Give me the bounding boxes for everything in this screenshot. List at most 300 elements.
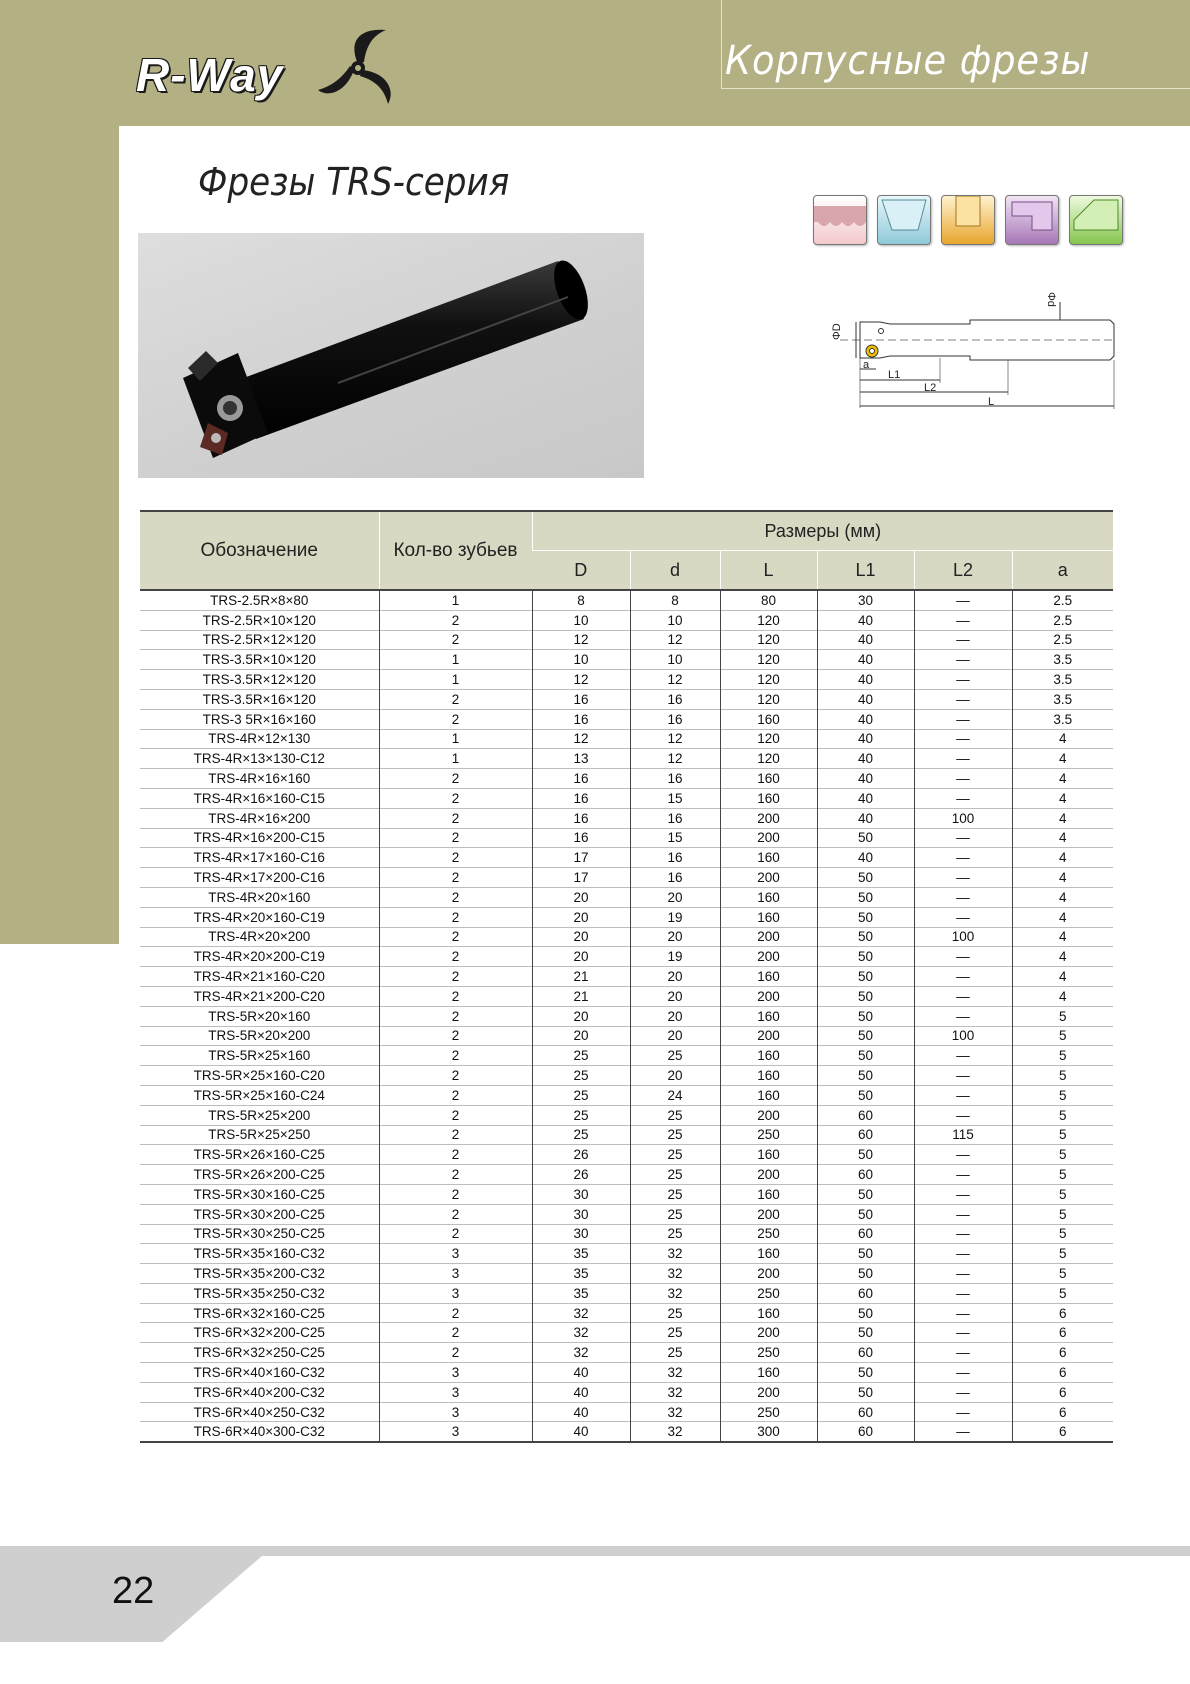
cell-designation: TRS-6R×32×200-C25 — [193, 1325, 325, 1341]
product-photo — [138, 233, 644, 478]
cell-L1: 40 — [817, 650, 914, 670]
cell-L1: 50 — [817, 1204, 914, 1224]
cell-d: 10 — [630, 650, 720, 670]
cell-teeth: 3 — [379, 1244, 532, 1264]
tool-dimension-diagram — [820, 288, 1120, 438]
cell-L2: — — [914, 1066, 1012, 1086]
cell-D: 21 — [532, 967, 630, 987]
table-row — [140, 1343, 1113, 1363]
cell-L1: 50 — [817, 907, 914, 927]
cell-L: 120 — [720, 729, 817, 749]
cell-designation: TRS-5R×20×160 — [208, 1008, 311, 1024]
cell-a: 6 — [1012, 1303, 1113, 1323]
cell-d: 16 — [630, 769, 720, 789]
cell-teeth: 2 — [379, 689, 532, 709]
cell-L2: — — [914, 1283, 1012, 1303]
cell-designation: TRS-5R×30×200-C25 — [193, 1206, 325, 1222]
cell-teeth: 3 — [379, 1264, 532, 1284]
cell-L2: — — [914, 670, 1012, 690]
table-row — [140, 828, 1113, 848]
cell-designation: TRS-4R×16×200-C15 — [193, 830, 325, 846]
cell-designation: TRS-5R×30×250-C25 — [193, 1226, 325, 1242]
specs-table — [140, 510, 1113, 1443]
cell-a: 4 — [1012, 887, 1113, 907]
cell-designation: TRS-4R×21×200-C20 — [193, 988, 325, 1004]
shank-diameter-label: Φd — [1045, 292, 1057, 307]
cell-designation: TRS-5R×26×200-C25 — [193, 1167, 325, 1182]
cell-d: 32 — [630, 1244, 720, 1264]
cell-L: 120 — [720, 670, 817, 690]
cell-D: 12 — [532, 630, 630, 650]
table-row — [140, 1363, 1113, 1383]
cell-D: 16 — [532, 689, 630, 709]
cell-L2: — — [914, 1402, 1012, 1422]
cell-d: 10 — [630, 610, 720, 630]
cell-L1: 60 — [817, 1105, 914, 1125]
cell-d: 25 — [630, 1145, 720, 1165]
specs-table-body — [140, 590, 1113, 1442]
cell-a: 4 — [1012, 729, 1113, 749]
cell-d: 16 — [630, 848, 720, 868]
cell-L2: — — [914, 1343, 1012, 1363]
table-row — [140, 1006, 1113, 1026]
cell-D: 25 — [532, 1105, 630, 1125]
section-title: Корпусные фрезы — [725, 38, 1091, 84]
cell-L: 120 — [720, 749, 817, 769]
logo-mark-icon — [316, 26, 400, 106]
operation-icons — [813, 195, 1123, 245]
cell-d: 32 — [630, 1283, 720, 1303]
cell-a: 5 — [1012, 1283, 1113, 1303]
table-row — [140, 650, 1113, 670]
a-label: a — [863, 359, 870, 371]
cell-designation: TRS-5R×26×160-C25 — [193, 1147, 325, 1163]
cell-d: 20 — [630, 1006, 720, 1026]
cell-teeth: 1 — [379, 650, 532, 670]
cell-L2: — — [914, 1006, 1012, 1026]
cell-L2: — — [914, 630, 1012, 650]
cell-L2: — — [914, 967, 1012, 987]
cell-a: 6 — [1012, 1323, 1113, 1343]
cell-a: 4 — [1012, 907, 1113, 927]
cell-D: 17 — [532, 848, 630, 868]
cell-a: 3.5 — [1012, 689, 1113, 709]
table-row — [140, 1165, 1113, 1185]
table-row — [140, 1204, 1113, 1224]
cell-a: 4 — [1012, 848, 1113, 868]
cell-a: 5 — [1012, 1026, 1113, 1046]
cell-a: 6 — [1012, 1422, 1113, 1442]
cell-d: 15 — [630, 828, 720, 848]
cell-L1: 50 — [817, 947, 914, 967]
cell-a: 3.5 — [1012, 670, 1113, 690]
header-d: d — [630, 551, 720, 591]
cell-L1: 40 — [817, 848, 914, 868]
cell-designation: TRS-4R×12×130 — [208, 731, 311, 747]
cell-L1: 50 — [817, 887, 914, 907]
cell-D: 21 — [532, 986, 630, 1006]
cell-a: 5 — [1012, 1105, 1113, 1125]
cell-D: 8 — [532, 590, 630, 610]
cell-teeth: 2 — [379, 1184, 532, 1204]
cell-L: 160 — [720, 1244, 817, 1264]
header-name: Обозначение — [140, 511, 379, 590]
cell-L1: 50 — [817, 1066, 914, 1086]
cell-L1: 50 — [817, 1303, 914, 1323]
cell-L: 120 — [720, 630, 817, 650]
cell-L: 80 — [720, 590, 817, 610]
cell-teeth: 2 — [379, 1085, 532, 1105]
brand-logo: R-Way — [136, 49, 284, 101]
table-row — [140, 848, 1113, 868]
cell-teeth: 2 — [379, 610, 532, 630]
cell-L1: 60 — [817, 1165, 914, 1185]
cell-D: 35 — [532, 1283, 630, 1303]
table-row — [140, 1402, 1113, 1422]
table-row — [140, 967, 1113, 987]
cell-d: 12 — [630, 630, 720, 650]
cell-L2: — — [914, 1244, 1012, 1264]
cell-L1: 40 — [817, 670, 914, 690]
table-row — [140, 868, 1113, 888]
table-row — [140, 729, 1113, 749]
cell-teeth: 1 — [379, 670, 532, 690]
table-row — [140, 907, 1113, 927]
side-band — [0, 126, 119, 944]
cell-D: 16 — [532, 769, 630, 789]
cell-teeth: 2 — [379, 788, 532, 808]
cell-L: 200 — [720, 986, 817, 1006]
cell-designation: TRS-4R×20×200-C19 — [193, 949, 325, 965]
cell-L: 200 — [720, 927, 817, 947]
cell-designation: TRS-3.5R×12×120 — [202, 672, 316, 688]
cell-L2: — — [914, 590, 1012, 610]
cell-a: 2.5 — [1012, 590, 1113, 610]
cell-d: 32 — [630, 1363, 720, 1383]
cell-L: 120 — [720, 689, 817, 709]
cell-L1: 50 — [817, 1184, 914, 1204]
table-row — [140, 1303, 1113, 1323]
cell-L1: 40 — [817, 788, 914, 808]
cell-L2: 115 — [914, 1125, 1012, 1145]
cell-teeth: 2 — [379, 1145, 532, 1165]
cell-teeth: 2 — [379, 1046, 532, 1066]
cell-L2: — — [914, 1145, 1012, 1165]
cell-teeth: 3 — [379, 1283, 532, 1303]
cell-L1: 50 — [817, 967, 914, 987]
cell-L1: 50 — [817, 927, 914, 947]
cell-designation: TRS-4R×16×160-C15 — [193, 790, 325, 806]
cell-d: 8 — [630, 590, 720, 610]
header-teeth: Кол-во зубьев — [379, 511, 532, 590]
cell-L2: 100 — [914, 1026, 1012, 1046]
cell-D: 20 — [532, 1026, 630, 1046]
cell-a: 5 — [1012, 1244, 1113, 1264]
cell-designation: TRS-5R×25×160 — [208, 1048, 311, 1064]
cell-teeth: 2 — [379, 1026, 532, 1046]
table-row — [140, 610, 1113, 630]
cell-L1: 40 — [817, 610, 914, 630]
cell-L1: 30 — [817, 590, 914, 610]
cell-L2: 100 — [914, 927, 1012, 947]
cell-L1: 40 — [817, 689, 914, 709]
cell-d: 25 — [630, 1323, 720, 1343]
cell-teeth: 3 — [379, 1382, 532, 1402]
cell-a: 5 — [1012, 1184, 1113, 1204]
cell-teeth: 2 — [379, 927, 532, 947]
cell-L2: — — [914, 1224, 1012, 1244]
cell-designation: TRS-6R×32×160-C25 — [193, 1305, 325, 1321]
l1-label: L1 — [888, 369, 901, 381]
cell-designation: TRS-3 5R×16×160 — [202, 711, 316, 727]
cell-teeth: 2 — [379, 947, 532, 967]
header-a: a — [1012, 551, 1113, 591]
cell-D: 20 — [532, 907, 630, 927]
face-label — [1070, 234, 1122, 242]
table-row — [140, 1382, 1113, 1402]
cell-a: 2.5 — [1012, 630, 1113, 650]
table-row — [140, 1026, 1113, 1046]
cell-L1: 50 — [817, 1264, 914, 1284]
cell-d: 12 — [630, 749, 720, 769]
cell-a: 4 — [1012, 749, 1113, 769]
cell-teeth: 3 — [379, 1402, 532, 1422]
table-row — [140, 1066, 1113, 1086]
slotting-icon — [813, 195, 867, 245]
cell-L: 160 — [720, 1363, 817, 1383]
cell-a: 6 — [1012, 1343, 1113, 1363]
cell-d: 19 — [630, 947, 720, 967]
cell-d: 32 — [630, 1402, 720, 1422]
cell-teeth: 3 — [379, 1363, 532, 1383]
cell-d: 12 — [630, 670, 720, 690]
cell-L: 250 — [720, 1402, 817, 1422]
cell-L1: 50 — [817, 1046, 914, 1066]
cell-L2: — — [914, 729, 1012, 749]
cell-L2: — — [914, 788, 1012, 808]
cell-L1: 50 — [817, 1145, 914, 1165]
end-mill-image — [138, 233, 644, 478]
cell-D: 40 — [532, 1422, 630, 1442]
cell-L2: — — [914, 1046, 1012, 1066]
cell-designation: TRS-3.5R×16×120 — [202, 691, 316, 707]
cell-L: 200 — [720, 1204, 817, 1224]
cell-D: 12 — [532, 670, 630, 690]
cell-a: 5 — [1012, 1145, 1113, 1165]
cell-d: 16 — [630, 709, 720, 729]
header-L2: L2 — [914, 551, 1012, 591]
cell-designation: TRS-4R×13×130-C12 — [193, 751, 325, 767]
cell-D: 40 — [532, 1382, 630, 1402]
cell-teeth: 2 — [379, 907, 532, 927]
cell-teeth: 1 — [379, 729, 532, 749]
footer-band — [0, 1546, 1190, 1556]
cell-a: 4 — [1012, 927, 1113, 947]
cell-d: 16 — [630, 868, 720, 888]
table-row — [140, 1264, 1113, 1284]
cell-D: 32 — [532, 1343, 630, 1363]
cell-L: 250 — [720, 1224, 817, 1244]
cell-L: 160 — [720, 709, 817, 729]
cell-D: 17 — [532, 868, 630, 888]
page-number: 22 — [112, 1570, 155, 1612]
table-row — [140, 689, 1113, 709]
cell-teeth: 2 — [379, 769, 532, 789]
cell-d: 32 — [630, 1422, 720, 1442]
cell-L: 160 — [720, 1303, 817, 1323]
cell-designation: TRS-2.5R×10×120 — [202, 612, 316, 628]
table-row — [140, 1105, 1113, 1125]
cell-L1: 60 — [817, 1125, 914, 1145]
cell-D: 25 — [532, 1125, 630, 1145]
cell-L: 160 — [720, 1184, 817, 1204]
cell-L: 250 — [720, 1283, 817, 1303]
cell-a: 6 — [1012, 1382, 1113, 1402]
profile-label — [878, 234, 930, 242]
cell-designation: TRS-4R×20×160 — [208, 889, 311, 905]
table-row — [140, 788, 1113, 808]
cell-teeth: 3 — [379, 1422, 532, 1442]
cell-designation: TRS-4R×20×200 — [208, 929, 311, 945]
cell-d: 25 — [630, 1343, 720, 1363]
cell-L2: — — [914, 1264, 1012, 1284]
cell-L: 120 — [720, 610, 817, 630]
cell-L2: — — [914, 650, 1012, 670]
table-row — [140, 630, 1113, 650]
cell-designation: TRS-4R×17×160-C16 — [193, 850, 325, 866]
cell-teeth: 2 — [379, 967, 532, 987]
cell-D: 12 — [532, 729, 630, 749]
cell-a: 4 — [1012, 808, 1113, 828]
cell-L2: — — [914, 887, 1012, 907]
cell-d: 12 — [630, 729, 720, 749]
cell-designation: TRS-5R×30×160-C25 — [193, 1186, 325, 1202]
cell-a: 4 — [1012, 769, 1113, 789]
cell-d: 25 — [630, 1125, 720, 1145]
l2-label: L2 — [924, 382, 937, 394]
shoulder-label — [1006, 234, 1058, 242]
cell-D: 20 — [532, 927, 630, 947]
cell-d: 32 — [630, 1264, 720, 1284]
cell-L1: 50 — [817, 1026, 914, 1046]
l-label: L — [988, 396, 995, 408]
cell-L1: 40 — [817, 630, 914, 650]
cell-L2: — — [914, 1184, 1012, 1204]
table-row — [140, 709, 1113, 729]
cell-teeth: 2 — [379, 986, 532, 1006]
cell-L2: — — [914, 1382, 1012, 1402]
cell-D: 30 — [532, 1224, 630, 1244]
cell-a: 4 — [1012, 788, 1113, 808]
cell-L: 300 — [720, 1422, 817, 1442]
cell-designation: TRS-3.5R×10×120 — [202, 652, 316, 668]
cell-L: 160 — [720, 1006, 817, 1026]
cell-designation: TRS-5R×35×160-C32 — [193, 1246, 325, 1262]
cell-D: 26 — [532, 1145, 630, 1165]
cell-d: 25 — [630, 1165, 720, 1185]
cell-D: 32 — [532, 1303, 630, 1323]
table-row — [140, 986, 1113, 1006]
header-D: D — [532, 551, 630, 591]
table-row — [140, 927, 1113, 947]
cell-designation: TRS-6R×40×300-C32 — [193, 1424, 325, 1440]
cell-teeth: 2 — [379, 709, 532, 729]
cell-L2: — — [914, 1165, 1012, 1185]
cell-d: 16 — [630, 689, 720, 709]
cell-teeth: 2 — [379, 1224, 532, 1244]
cell-L2: — — [914, 1105, 1012, 1125]
cell-teeth: 2 — [379, 1343, 532, 1363]
table-row — [140, 947, 1113, 967]
cell-L2: — — [914, 1363, 1012, 1383]
cell-D: 26 — [532, 1165, 630, 1185]
cell-L1: 50 — [817, 1363, 914, 1383]
cell-d: 25 — [630, 1224, 720, 1244]
cell-a: 4 — [1012, 868, 1113, 888]
cell-L1: 60 — [817, 1224, 914, 1244]
cell-L1: 40 — [817, 808, 914, 828]
cell-designation: TRS-4R×16×160 — [208, 771, 311, 787]
table-row — [140, 590, 1113, 610]
cell-L2: — — [914, 947, 1012, 967]
cell-d: 16 — [630, 808, 720, 828]
cell-designation: TRS-2.5R×8×80 — [210, 592, 309, 608]
cell-a: 5 — [1012, 1066, 1113, 1086]
cell-L1: 40 — [817, 769, 914, 789]
cell-D: 13 — [532, 749, 630, 769]
cell-D: 16 — [532, 709, 630, 729]
cell-L2: 100 — [914, 808, 1012, 828]
cell-designation: TRS-4R×16×200 — [208, 810, 311, 826]
cell-L: 200 — [720, 868, 817, 888]
cell-D: 40 — [532, 1363, 630, 1383]
cell-D: 10 — [532, 610, 630, 630]
cell-d: 15 — [630, 788, 720, 808]
cell-L2: — — [914, 749, 1012, 769]
cell-d: 20 — [630, 986, 720, 1006]
cell-D: 25 — [532, 1066, 630, 1086]
diameter-label: ΦD — [831, 323, 843, 340]
cell-teeth: 2 — [379, 887, 532, 907]
cell-teeth: 2 — [379, 848, 532, 868]
cell-designation: TRS-5R×25×250 — [208, 1127, 311, 1143]
cell-L2: — — [914, 1303, 1012, 1323]
cell-a: 5 — [1012, 1165, 1113, 1185]
header-sizes: Размеры (мм) — [532, 511, 1113, 551]
cell-teeth: 2 — [379, 828, 532, 848]
cell-a: 5 — [1012, 1046, 1113, 1066]
cell-D: 16 — [532, 788, 630, 808]
cell-a: 3.5 — [1012, 709, 1113, 729]
cell-L: 200 — [720, 1323, 817, 1343]
cell-L: 200 — [720, 1382, 817, 1402]
cell-L2: — — [914, 986, 1012, 1006]
cell-L2: — — [914, 1204, 1012, 1224]
table-row — [140, 1145, 1113, 1165]
cell-a: 5 — [1012, 1224, 1113, 1244]
cell-designation: TRS-5R×25×160-C24 — [193, 1087, 325, 1103]
cell-d: 25 — [630, 1303, 720, 1323]
cell-designation: TRS-4R×21×160-C20 — [193, 969, 325, 985]
cell-L1: 40 — [817, 709, 914, 729]
cell-D: 30 — [532, 1204, 630, 1224]
cell-a: 5 — [1012, 1264, 1113, 1284]
face-icon — [1069, 195, 1123, 245]
cell-D: 25 — [532, 1085, 630, 1105]
cell-L1: 50 — [817, 1382, 914, 1402]
table-row — [140, 887, 1113, 907]
cell-L1: 50 — [817, 1323, 914, 1343]
